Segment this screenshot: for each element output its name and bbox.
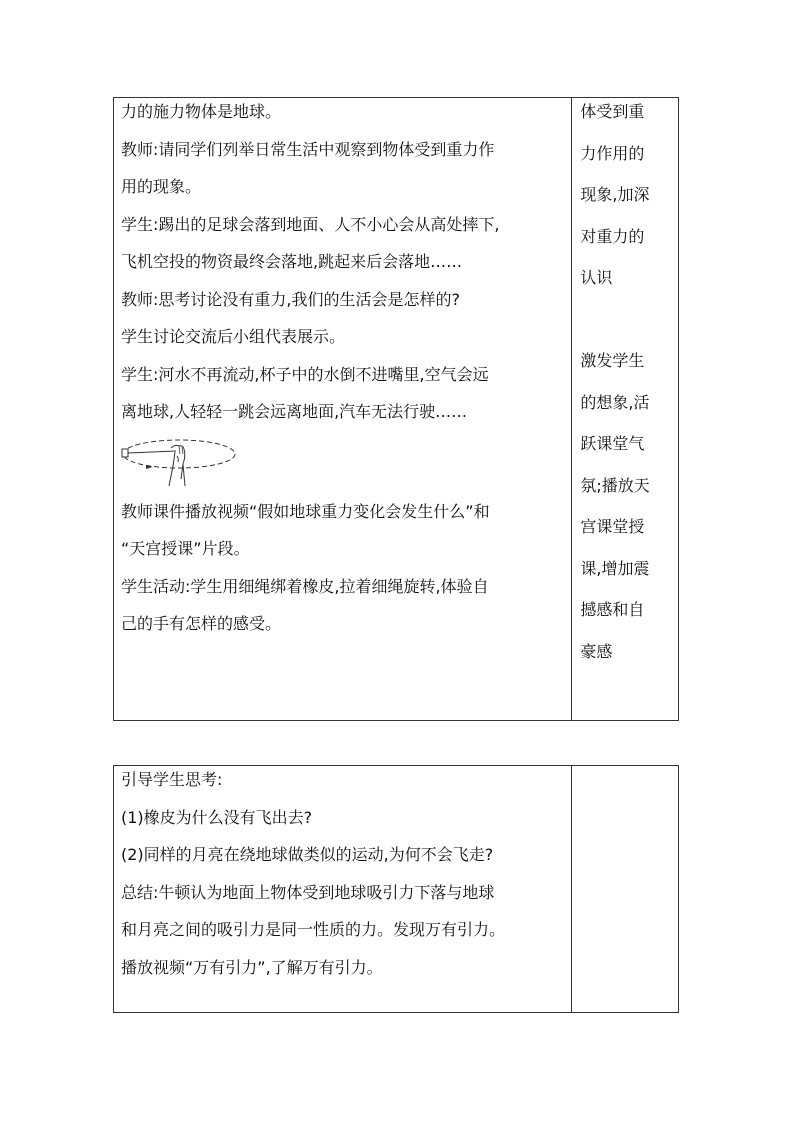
intent-line: 课,增加震 bbox=[580, 558, 650, 578]
text-line: 教师:请同学们列举日常生活中观察到物体受到重力作 bbox=[121, 139, 495, 159]
text-line: 离地球,人轻轻一跳会远离地面,汽车无法行驶…… bbox=[121, 402, 468, 421]
intent-line: 跃课堂气 bbox=[580, 434, 645, 453]
text-line: 学生讨论交流后小组代表展示。 bbox=[121, 327, 346, 346]
text-line: 己的手有怎样的感受。 bbox=[121, 614, 282, 633]
text-line: 教师课件播放视频“假如地球重力变化会发生什么”和 bbox=[121, 501, 490, 521]
hand-swinging-eraser-on-string-icon bbox=[121, 434, 571, 492]
text-line: (2)同样的月亮在绕地球做类似的运动,为何不会飞走? bbox=[121, 845, 494, 864]
lesson-table-1 bbox=[113, 97, 679, 721]
intent-line: 氛;播放天 bbox=[580, 475, 650, 495]
text-line: 引导学生思考: bbox=[121, 770, 223, 789]
text-line: “天宫授课”片段。 bbox=[121, 539, 250, 558]
text-line: 播放视频“万有引力”,了解万有引力。 bbox=[121, 957, 383, 977]
text-line: 总结:牛顿认为地面上物体受到地球吸引力下落与地球 bbox=[121, 882, 495, 902]
design-intent-cell-2 bbox=[572, 766, 678, 1012]
text-line: 学生:踢出的足球会落到地面、人不小心会从高处摔下, bbox=[121, 214, 500, 234]
text-line: 用的现象。 bbox=[121, 177, 202, 196]
teaching-process-cell-1 bbox=[114, 98, 572, 720]
intent-line: 力作用的 bbox=[580, 143, 645, 163]
spacer bbox=[580, 310, 678, 352]
intent-line: 体受到重 bbox=[580, 102, 645, 121]
intent-line: 激发学生 bbox=[580, 351, 645, 370]
intent-line: 对重力的 bbox=[580, 226, 645, 246]
intent-line: 宫课堂授 bbox=[580, 517, 645, 536]
design-intent-cell-1 bbox=[572, 98, 678, 720]
text-line: (1)橡皮为什么没有飞出去? bbox=[121, 807, 313, 827]
text-line: 教师:思考讨论没有重力,我们的生活会是怎样的? bbox=[121, 289, 460, 309]
lesson-table-2 bbox=[113, 765, 679, 1013]
teaching-process-cell-2 bbox=[114, 766, 572, 1012]
text-line: 学生活动:学生用细绳绑着橡皮,拉着细绳旋转,体验自 bbox=[121, 576, 489, 596]
intent-line: 现象,加深 bbox=[580, 185, 650, 204]
text-line: 力的施力物体是地球。 bbox=[121, 102, 282, 121]
intent-line: 豪感 bbox=[580, 641, 613, 661]
intent-line: 的想象,活 bbox=[580, 392, 650, 412]
intent-line: 认识 bbox=[580, 268, 613, 287]
text-line: 和月亮之间的吸引力是同一性质的力。发现万有引力。 bbox=[121, 920, 506, 939]
intent-line: 撼感和自 bbox=[580, 600, 645, 619]
text-line: 学生:河水不再流动,杯子中的水倒不进嘴里,空气会远 bbox=[121, 364, 489, 384]
text-line: 飞机空投的物资最终会落地,跳起来后会落地…… bbox=[121, 252, 463, 271]
